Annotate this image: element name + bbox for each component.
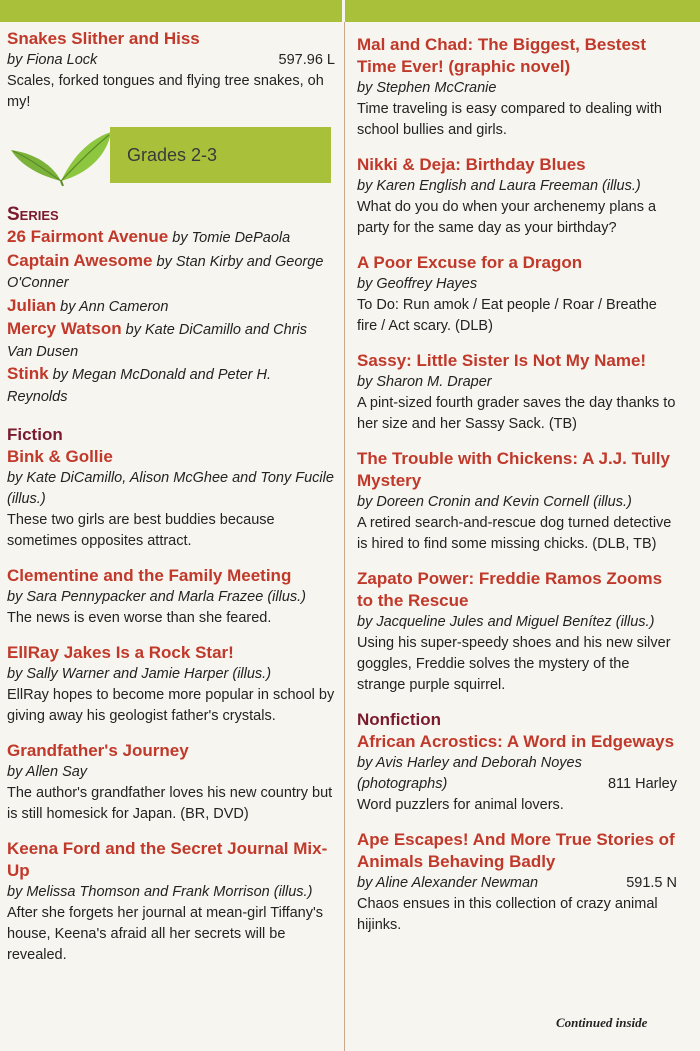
book-author: by Jacqueline Jules and Miguel Benítez (illus.) [357,614,655,630]
book-description: Chaos ensues in this collection of crazy animal hijinks. [357,896,658,933]
book-author: by Aline Alexander Newman [357,875,539,891]
book-entry [357,731,677,816]
book-title: Keena Ford and the Secret Journal Mix-Up [7,839,328,880]
book-author: by Sara Pennypacker and Marla Frazee (illus.) [7,589,306,605]
series-title: Julian [7,295,57,315]
book-description: Word puzzlers for animal lovers. [357,797,564,813]
book-author: by Melissa Thomson and Frank Morrison (illus.) [7,884,313,900]
book-entry [357,829,677,936]
series-title: Captain Awesome [7,250,153,270]
book-entry [7,565,335,629]
right-column [357,34,677,949]
series-author: by Stan Kirby and George O'Conner [7,253,324,291]
nonfiction-heading: Nonfiction [357,710,442,729]
author-row [357,753,677,795]
book-author: by Allen Say [7,764,88,780]
book-title: Clementine and the Family Meeting [7,566,292,585]
book-description: The news is even worse than she feared. [7,610,272,626]
series-heading: Series [7,204,59,225]
series-author: by Megan McDonald and Peter H. Reynolds [7,367,272,405]
series-author: by Kate DiCamillo and Chris Van Dusen [7,322,307,360]
left-column [7,28,335,979]
book-description: To Do: Run amok / Eat people / Roar / Breathe fire / Act scary. (DLB) [357,297,657,334]
book-entry [357,568,677,696]
book-entry [7,642,335,727]
book-author: by Kate DiCamillo, Alison McGhee and Tony Fucile (illus.) [7,470,334,507]
book-title: Bink & Gollie [7,447,113,466]
book-description: After she forgets her journal at mean-girl Tiffany's house, Keena's afraid all her secrets will be revealed. [7,905,324,963]
book-title: Snakes Slither and Hiss [7,29,200,48]
book-entry [7,28,335,113]
book-entry [357,350,677,435]
leaves-icon [7,126,115,186]
book-entry [357,154,677,239]
book-description: A pint-sized fourth grader saves the day thanks to her size and her Sassy Sack. (TB) [357,395,676,432]
series-item [7,250,335,295]
book-author: by Fiona Lock [7,52,98,68]
book-title: Nikki & Deja: Birthday Blues [357,155,586,174]
book-author: by Doreen Cronin and Kevin Cornell (illus.) [357,494,632,510]
top-color-band [0,0,700,22]
call-number: 597.96 L [278,52,335,68]
book-description: Time traveling is easy compared to dealing with school bullies and girls. [357,101,662,138]
book-title: EllRay Jakes Is a Rock Star! [7,643,234,662]
book-title: Zapato Power: Freddie Ramos Zooms to the Rescue [357,569,663,610]
book-entry [357,34,677,141]
book-entry [7,838,335,966]
book-title: Grandfather's Journey [7,741,189,760]
author-row [357,873,677,894]
series-item [7,318,335,363]
grades-label: Grades 2-3 [110,127,331,183]
continued-note: Continued inside [556,1015,648,1030]
fiction-heading: Fiction [7,425,63,444]
book-description: What do you do when your archenemy plans a party for the same day as your birthday? [357,199,657,236]
book-entry [357,252,677,337]
call-number: 811 Harley [607,776,677,792]
book-author: by Stephen McCranie [357,80,497,96]
series-title: 26 Fairmont Avenue [7,227,169,246]
grades-banner [7,126,335,196]
series-item [7,226,335,250]
book-title: Mal and Chad: The Biggest, Bestest Time Ever! (graphic novel) [357,35,647,76]
book-author: by Karen English and Laura Freeman (illus.) [357,178,641,194]
author-row [7,50,335,71]
series-author: by Ann Cameron [56,298,169,315]
series-item [7,363,335,408]
book-title: African Acrostics: A Word in Edgeways [357,732,675,751]
book-entry [7,740,335,825]
top-band-gap [342,0,345,22]
column-divider [344,22,345,1051]
book-description: EllRay hopes to become more popular in school by giving away his geologist father's crystals. [7,687,335,724]
series-title: Stink [7,364,49,383]
book-description: Using his super-speedy shoes and his new silver goggles, Freddie solves the mystery of the strange purple squirrel. [357,635,671,693]
book-author: by Sharon M. Draper [357,374,492,390]
series-title: Mercy Watson [7,319,122,338]
book-title: Sassy: Little Sister Is Not My Name! [357,351,647,370]
book-description: A retired search-and-rescue dog turned detective is hired to find some missing chicks. (DLB, TB) [357,515,672,552]
book-author: by Avis Harley and Deborah Noyes (photographs) [357,755,582,792]
book-title: A Poor Excuse for a Dragon [357,253,583,272]
series-author: by Tomie DePaola [168,230,291,246]
book-author: by Sally Warner and Jamie Harper (illus.) [7,666,272,682]
book-title: Ape Escapes! And More True Stories of Animals Behaving Badly [357,830,675,871]
book-description: These two girls are best buddies because sometimes opposites attract. [7,512,275,549]
book-description: Scales, forked tongues and flying tree snakes, oh my! [7,73,324,110]
series-item [7,295,335,319]
book-author: by Geoffrey Hayes [357,276,478,292]
book-title: The Trouble with Chickens: A J.J. Tully Mystery [357,449,670,490]
book-description: The author's grandfather loves his new country but is still homesick for Japan. (BR, DVD) [7,785,333,822]
book-entry [7,446,335,552]
book-entry [357,448,677,555]
call-number: 591.5 N [626,875,677,891]
